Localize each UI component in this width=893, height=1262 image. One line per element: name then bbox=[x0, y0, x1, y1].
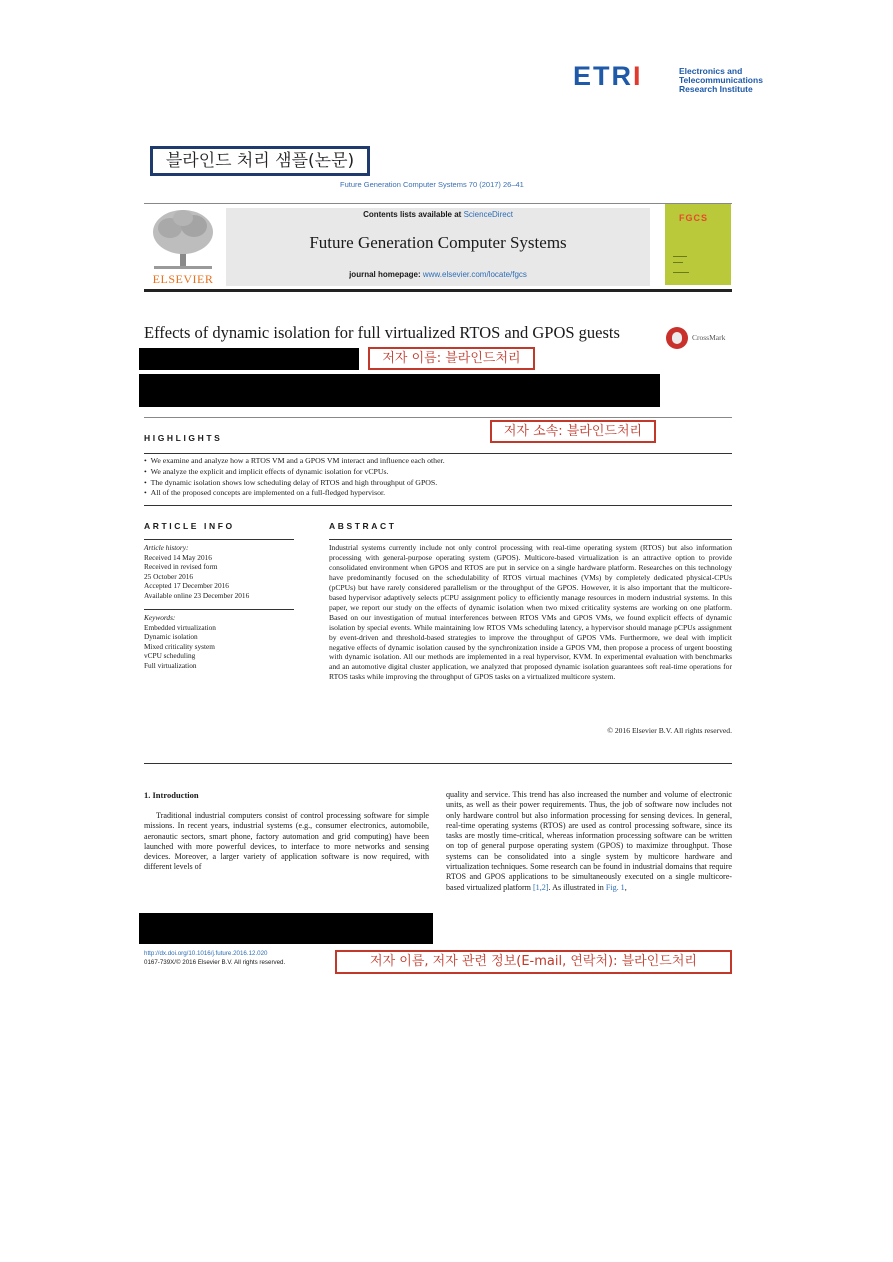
journal-cover-thumbnail bbox=[665, 204, 731, 285]
keywords: Keywords: Embedded virtualization Dynamic isolation Mixed criticality system vCPU scheduling Full virtualization bbox=[144, 613, 304, 671]
journal-homepage: journal homepage: www.elsevier.com/locate/fgcs bbox=[349, 270, 527, 279]
crossmark-badge[interactable]: CrossMark bbox=[666, 327, 736, 349]
redacted-author-names bbox=[139, 348, 359, 370]
introduction-right-column: quality and service. This trend has also increased the number and volume of electronic units, as well as their power requirements. Thus, the job of software now includes not only hardware control but also information processing for sensing devices. In general, real-time operating systems (RTOS) are used as control processing software, since its tasks are mostly time-critical, whereas information processing software can be written on top of general purpose operating system (GPOS) to maximize throughput. Those systems can be consolidated into a single system by multicore hardware and virtualization techniques. Some research can be found in industrial domains that require RTOS and GPOS applications to be simultaneously executed on a single multicore-based virtualized platform [1,2]. As illustrated in Fig. 1, bbox=[446, 790, 732, 892]
homepage-link[interactable]: www.elsevier.com/locate/fgcs bbox=[422, 270, 527, 279]
figure-link[interactable]: Fig. 1 bbox=[605, 882, 625, 892]
abstract-text: Industrial systems currently include not only control processing with real-time operating system (RTOS) but also information processing with general-purpose operating system (GPOS). Multicore-based virtualization is an attractive option to provide consolidated environment when GPOS and RTOS are put in service on a single hardware platform. Researches on this technology have predominantly focused on the schedulability of RTOS virtual machines (VMs) by completely dedicated physical-CPUs (pCPUs) but have rarely considered parallelism or the throughput of the GPOS. However, it is also important that the multicore-based hypervisor adaptively selects pCPU assignment policy to efficiently manage resources in modern industrial systems. In this paper, we report our study on the effects of dynamic isolation when two mixed criticality systems are working on one platform. Based on our investigation of mutual interferences between RTOS VMs and GPOS VMs, we found explicit effects of dynamic isolation by special events. While maintaining low RTOS VMs scheduling latency, a hypervisor should manage pCPUs assignment by event-driven and threshold-based strategies to improve the throughput of GPOS VMs. Furthermore, we deal with implicit negative effects of dynamic isolation caused by the synchronization inside a GPOS VM, then propose a process of urgent boosting with dynamic isolation. All our methods are implemented in a real hypervisor, KVM. In experimental evaluation with benchmarks and an automotive digital cluster application, we analyzed that proposed dynamic isolation guarantees soft real-time operations for RTOS tasks while improving the throughput of GPOS tasks on a virtualized multicore system. bbox=[329, 543, 732, 682]
keyword-item: Mixed criticality system bbox=[144, 641, 215, 651]
note-affiliation-blinded: 저자 소속: 블라인드처리 bbox=[490, 420, 656, 443]
header-bottom-rule bbox=[144, 289, 732, 292]
highlight-item: • We analyze the explicit and implicit effects of dynamic isolation for vCPUs. bbox=[144, 467, 732, 478]
redacted-affiliations bbox=[139, 374, 660, 407]
abstract-copyright: © 2016 Elsevier B.V. All rights reserved. bbox=[607, 726, 732, 735]
abstract-rule bbox=[329, 539, 732, 540]
article-info-heading: ARTICLE INFO bbox=[144, 521, 235, 531]
highlights-rule bbox=[144, 453, 732, 454]
etri-wordmark: ETRI bbox=[573, 61, 643, 91]
abstract-bottom-rule bbox=[144, 763, 732, 764]
journal-reference[interactable]: Future Generation Computer Systems 70 (2017) 26–41 bbox=[340, 180, 524, 189]
cover-title: FGCS bbox=[679, 213, 709, 223]
note-author-info-blinded: 저자 이름, 저자 관련 정보(E-mail, 연락처): 블라인드처리 bbox=[335, 950, 732, 974]
highlight-item: • All of the proposed concepts are implemented on a full-fledged hypervisor. bbox=[144, 488, 732, 499]
highlights-list bbox=[144, 456, 732, 499]
etri-logo bbox=[573, 61, 808, 94]
journal-title: Future Generation Computer Systems bbox=[309, 233, 567, 252]
header-top-rule bbox=[144, 203, 732, 204]
introduction-heading: 1. Introduction bbox=[144, 790, 199, 800]
blind-sample-label: 블라인드 처리 샘플(논문) bbox=[150, 146, 370, 176]
doi-link[interactable]: http://dx.doi.org/10.1016/j.future.2016.12.020 bbox=[144, 950, 268, 957]
etri-tagline: Electronics and Telecommunications Research Institute bbox=[679, 66, 763, 94]
keyword-item: Dynamic isolation bbox=[144, 632, 198, 642]
keyword-item: vCPU scheduling bbox=[144, 651, 196, 661]
highlights-heading: HIGHLIGHTS bbox=[144, 433, 223, 443]
highlights-bottom-rule bbox=[144, 505, 732, 506]
introduction-left-column: Traditional industrial computers consist of control processing software for simple missions. In recent years, industrial systems (e.g., consumer electronics, automobile, aeronautic sectors, smart phone, factory automation and grid computing) have been launched with more powerful devices, to interface to more networks and sensing devices. Moreover, a larger variety of application software is now required, with different levels of bbox=[144, 811, 429, 872]
keyword-item: Full virtualization bbox=[144, 660, 197, 670]
highlight-item: • We examine and analyze how a RTOS VM and a GPOS VM interact and influence each other. bbox=[144, 456, 732, 467]
highlight-item: • The dynamic isolation shows low scheduling delay of RTOS and high throughput of GPOS. bbox=[144, 478, 732, 489]
article-info-rule bbox=[144, 539, 294, 540]
elsevier-wordmark: ELSEVIER bbox=[152, 272, 214, 286]
citation-link[interactable]: [1,2] bbox=[532, 882, 549, 892]
sciencedirect-link[interactable]: ScienceDirect bbox=[463, 210, 513, 219]
note-author-blinded: 저자 이름: 블라인드처리 bbox=[368, 347, 535, 370]
keyword-item: Embedded virtualization bbox=[144, 622, 216, 632]
abstract-heading: ABSTRACT bbox=[329, 521, 397, 531]
redacted-corresponding-author bbox=[139, 913, 433, 944]
affiliation-rule bbox=[144, 417, 732, 418]
paper-title: Effects of dynamic isolation for full virtualized RTOS and GPOS guests bbox=[144, 323, 620, 342]
article-history: Article history: Received 14 May 2016 Received in revised form 25 October 2016 Accepted 17 December 2016 Available online 23 December 2016 bbox=[144, 543, 250, 600]
issn-line: 0167-739X/© 2016 Elsevier B.V. All rights reserved. bbox=[144, 958, 286, 966]
keywords-rule bbox=[144, 609, 294, 610]
contents-line: Contents lists available at ScienceDirect bbox=[363, 210, 513, 219]
crossmark-icon bbox=[666, 327, 688, 349]
doi-footer bbox=[144, 950, 334, 967]
